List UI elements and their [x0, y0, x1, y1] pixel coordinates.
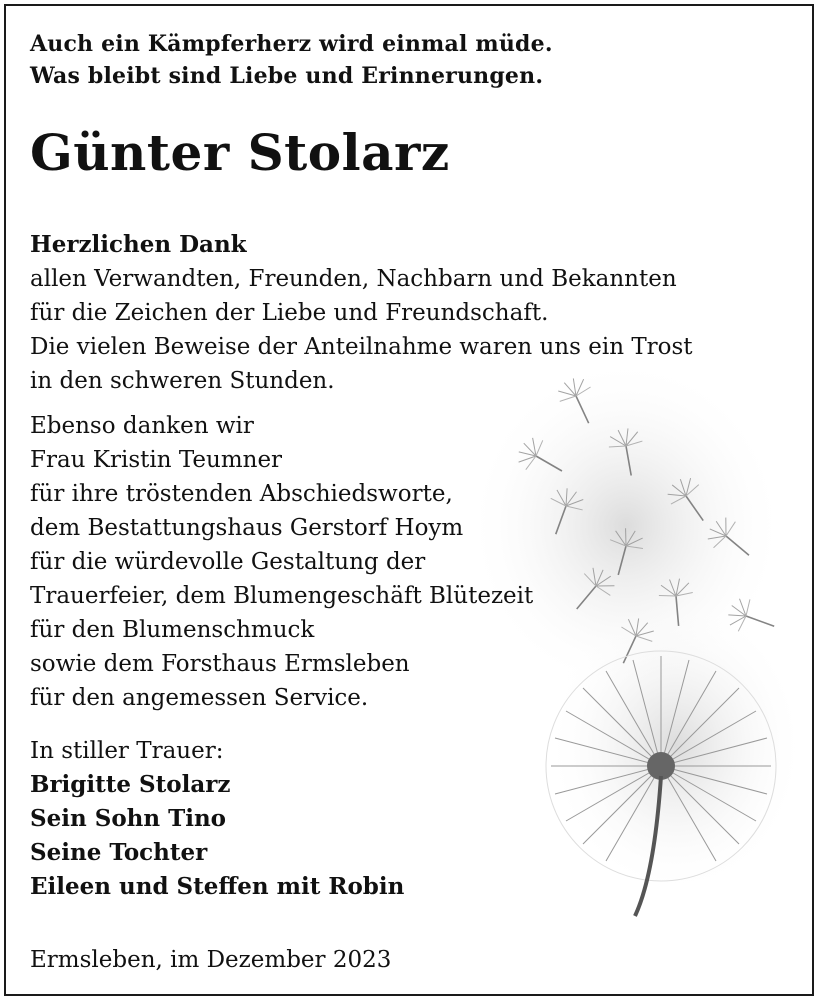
also-line: dem Bestattungshaus Gerstorf Hoym — [30, 515, 464, 541]
also-line: für die würdevolle Gestaltung der — [30, 549, 426, 575]
mourners-block — [30, 734, 770, 904]
mourners-intro: In stiller Trauer: — [30, 738, 224, 764]
also-line: Ebenso danken wir — [30, 413, 254, 439]
also-line: für ihre tröstenden Abschiedsworte, — [30, 481, 453, 507]
thanks-line: allen Verwandten, Freunden, Nachbarn und Bekannten — [30, 266, 677, 292]
mourner-name: Seine Tochter — [30, 839, 208, 866]
also-line: für den angemessen Service. — [30, 685, 369, 711]
deceased-name: Günter Stolarz — [30, 123, 450, 182]
mourner-name: Sein Sohn Tino — [30, 805, 227, 832]
intro-line-2: Was bleibt sind Liebe und Erinnerungen. — [30, 63, 544, 89]
thanks-line: für die Zeichen der Liebe und Freundschaft. — [30, 300, 549, 326]
thanks-paragraph — [30, 228, 770, 398]
mourner-name: Eileen und Steffen mit Robin — [30, 873, 405, 900]
thanks-heading: Herzlichen Dank — [30, 231, 247, 258]
also-line: für den Blumenschmuck — [30, 617, 315, 643]
mourner-name: Brigitte Stolarz — [30, 771, 231, 798]
also-line: sowie dem Forsthaus Ermsleben — [30, 651, 410, 677]
thanks-line: in den schweren Stunden. — [30, 368, 335, 394]
intro-line-1: Auch ein Kämpferherz wird einmal müde. — [30, 31, 553, 57]
thanks-line: Die vielen Beweise der Anteilnahme waren uns ein Trost — [30, 334, 693, 360]
also-line: Trauerfeier, dem Blumengeschäft Blütezeit — [30, 583, 534, 609]
place-date: Ermsleben, im Dezember 2023 — [30, 947, 392, 973]
also-thanks-paragraph — [30, 409, 770, 715]
intro-quote — [30, 28, 770, 92]
also-line: Frau Kristin Teumner — [30, 447, 283, 473]
obituary-notice — [4, 4, 814, 996]
